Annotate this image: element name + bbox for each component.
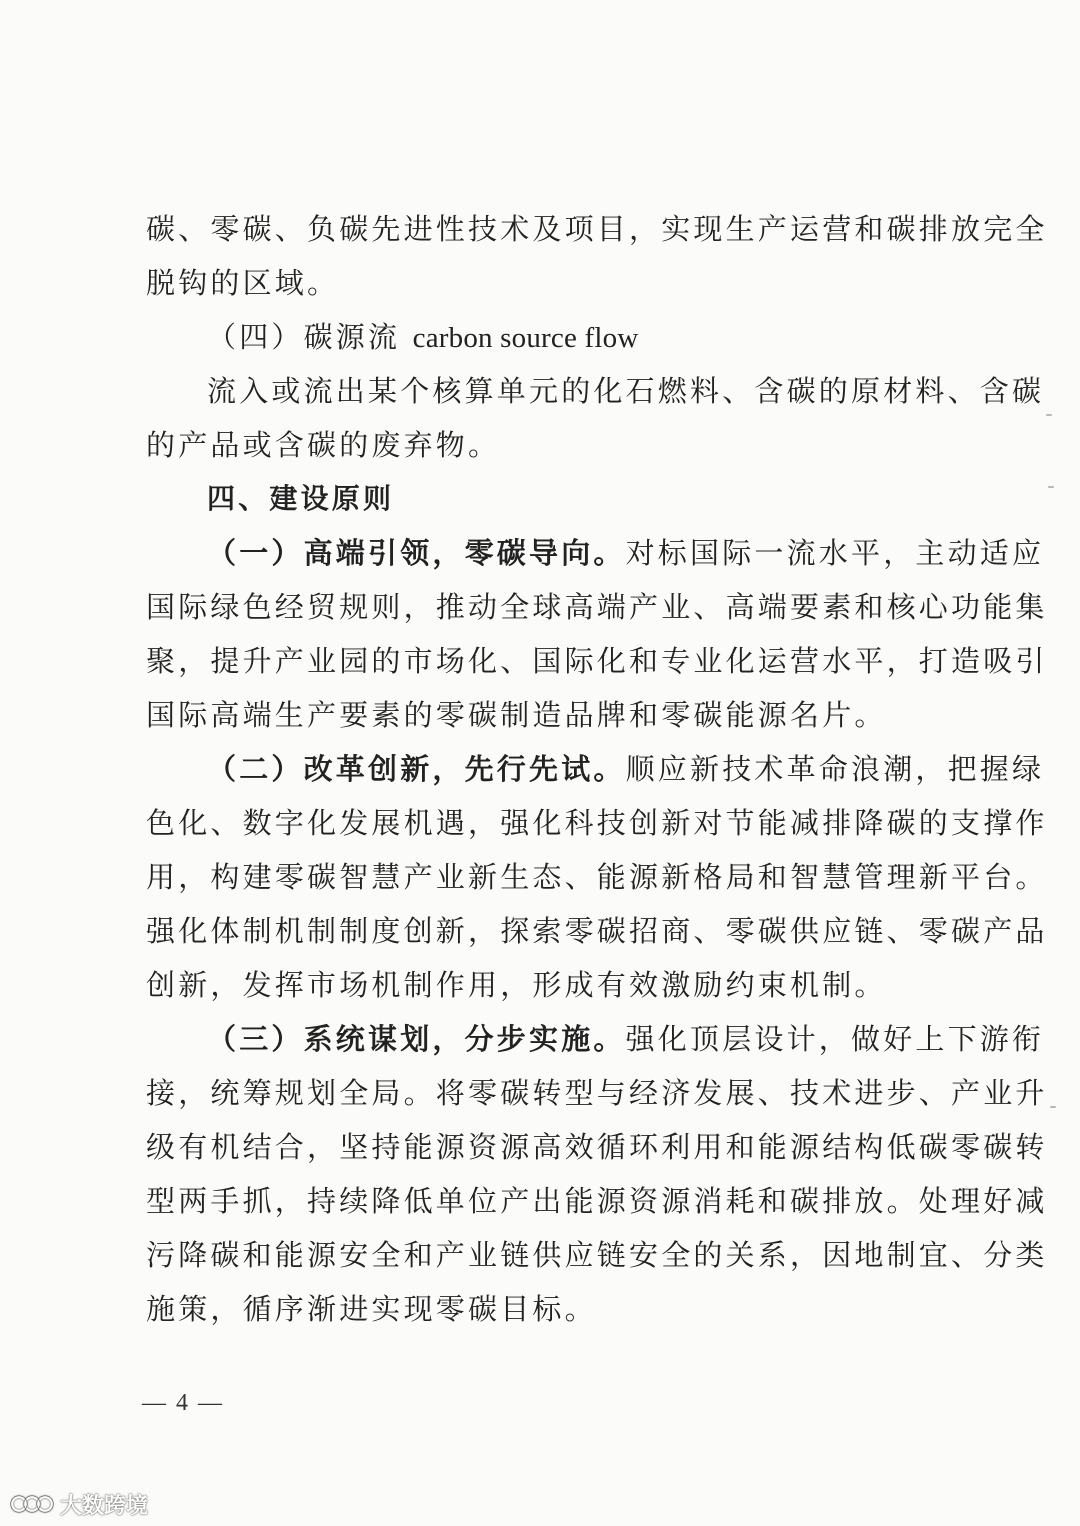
principle-line <box>207 1022 1045 1056</box>
text-line: 用，构建零碳智慧产业新生态、能源新格局和智慧管理新平台。 <box>146 860 1048 894</box>
text-line: 创新，发挥市场机制作用，形成有效激励约束机制。 <box>146 968 887 1002</box>
text-line: 级有机结合，坚持能源资源高效循环利用和能源结构低碳零碳转 <box>146 1130 1048 1164</box>
scan-speck <box>1046 414 1052 416</box>
principle-text: 顺应新技术革命浪潮，把握绿 <box>625 752 1045 786</box>
section-heading: 四、建设原则 <box>207 482 395 515</box>
text-line: 强化体制机制制度创新，探索零碳招商、零碳供应链、零碳产品 <box>146 914 1048 948</box>
definition-label-en: carbon source flow <box>412 322 639 354</box>
text-line: 型两手抓，持续降低单位产出能源资源消耗和碳排放。处理好减 <box>146 1184 1048 1218</box>
text-line: 污降碳和能源安全和产业链供应链安全的关系，因地制宜、分类 <box>146 1238 1048 1272</box>
text-line: 脱钩的区域。 <box>146 266 340 300</box>
watermark <box>10 1488 148 1520</box>
page-number: — 4 — <box>142 1390 224 1416</box>
definition-label: （四）碳源流 <box>207 320 401 354</box>
scan-speck <box>1048 486 1054 488</box>
principle-title: （三）系统谋划，分步实施。 <box>207 1022 626 1056</box>
principle-text: 对标国际一流水平，主动适应 <box>625 536 1045 570</box>
text-line: 施策，循序渐进实现零碳目标。 <box>146 1292 597 1326</box>
text-line: 国际高端生产要素的零碳制造品牌和零碳能源名片。 <box>146 698 887 732</box>
watermark-text: 大数跨境 <box>60 1493 149 1519</box>
logo-icon <box>10 1491 54 1517</box>
text-line: 色化、数字化发展机遇，强化科技创新对节能减排降碳的支撑作 <box>146 806 1048 840</box>
principle-title: （一）高端引领，零碳导向。 <box>207 536 626 570</box>
text-line: 的产品或含碳的废弃物。 <box>146 428 501 462</box>
text-line: 碳、零碳、负碳先进性技术及项目，实现生产运营和碳排放完全 <box>146 212 1048 246</box>
definition-heading <box>207 320 1007 355</box>
text-line: 流入或流出某个核算单元的化石燃料、含碳的原材料、含碳 <box>207 374 1045 408</box>
text-line: 接，统筹规划全局。将零碳转型与经济发展、技术进步、产业升 <box>146 1076 1048 1110</box>
principle-title: （二）改革创新，先行先试。 <box>207 752 626 786</box>
principle-line <box>207 752 1045 786</box>
scan-speck <box>1050 1106 1056 1108</box>
principle-line <box>207 536 1045 570</box>
principle-text: 强化顶层设计，做好上下游衔 <box>625 1022 1045 1056</box>
text-line: 聚，提升产业园的市场化、国际化和专业化运营水平，打造吸引 <box>146 644 1048 678</box>
text-line: 国际绿色经贸规则，推动全球高端产业、高端要素和核心功能集 <box>146 590 1048 624</box>
